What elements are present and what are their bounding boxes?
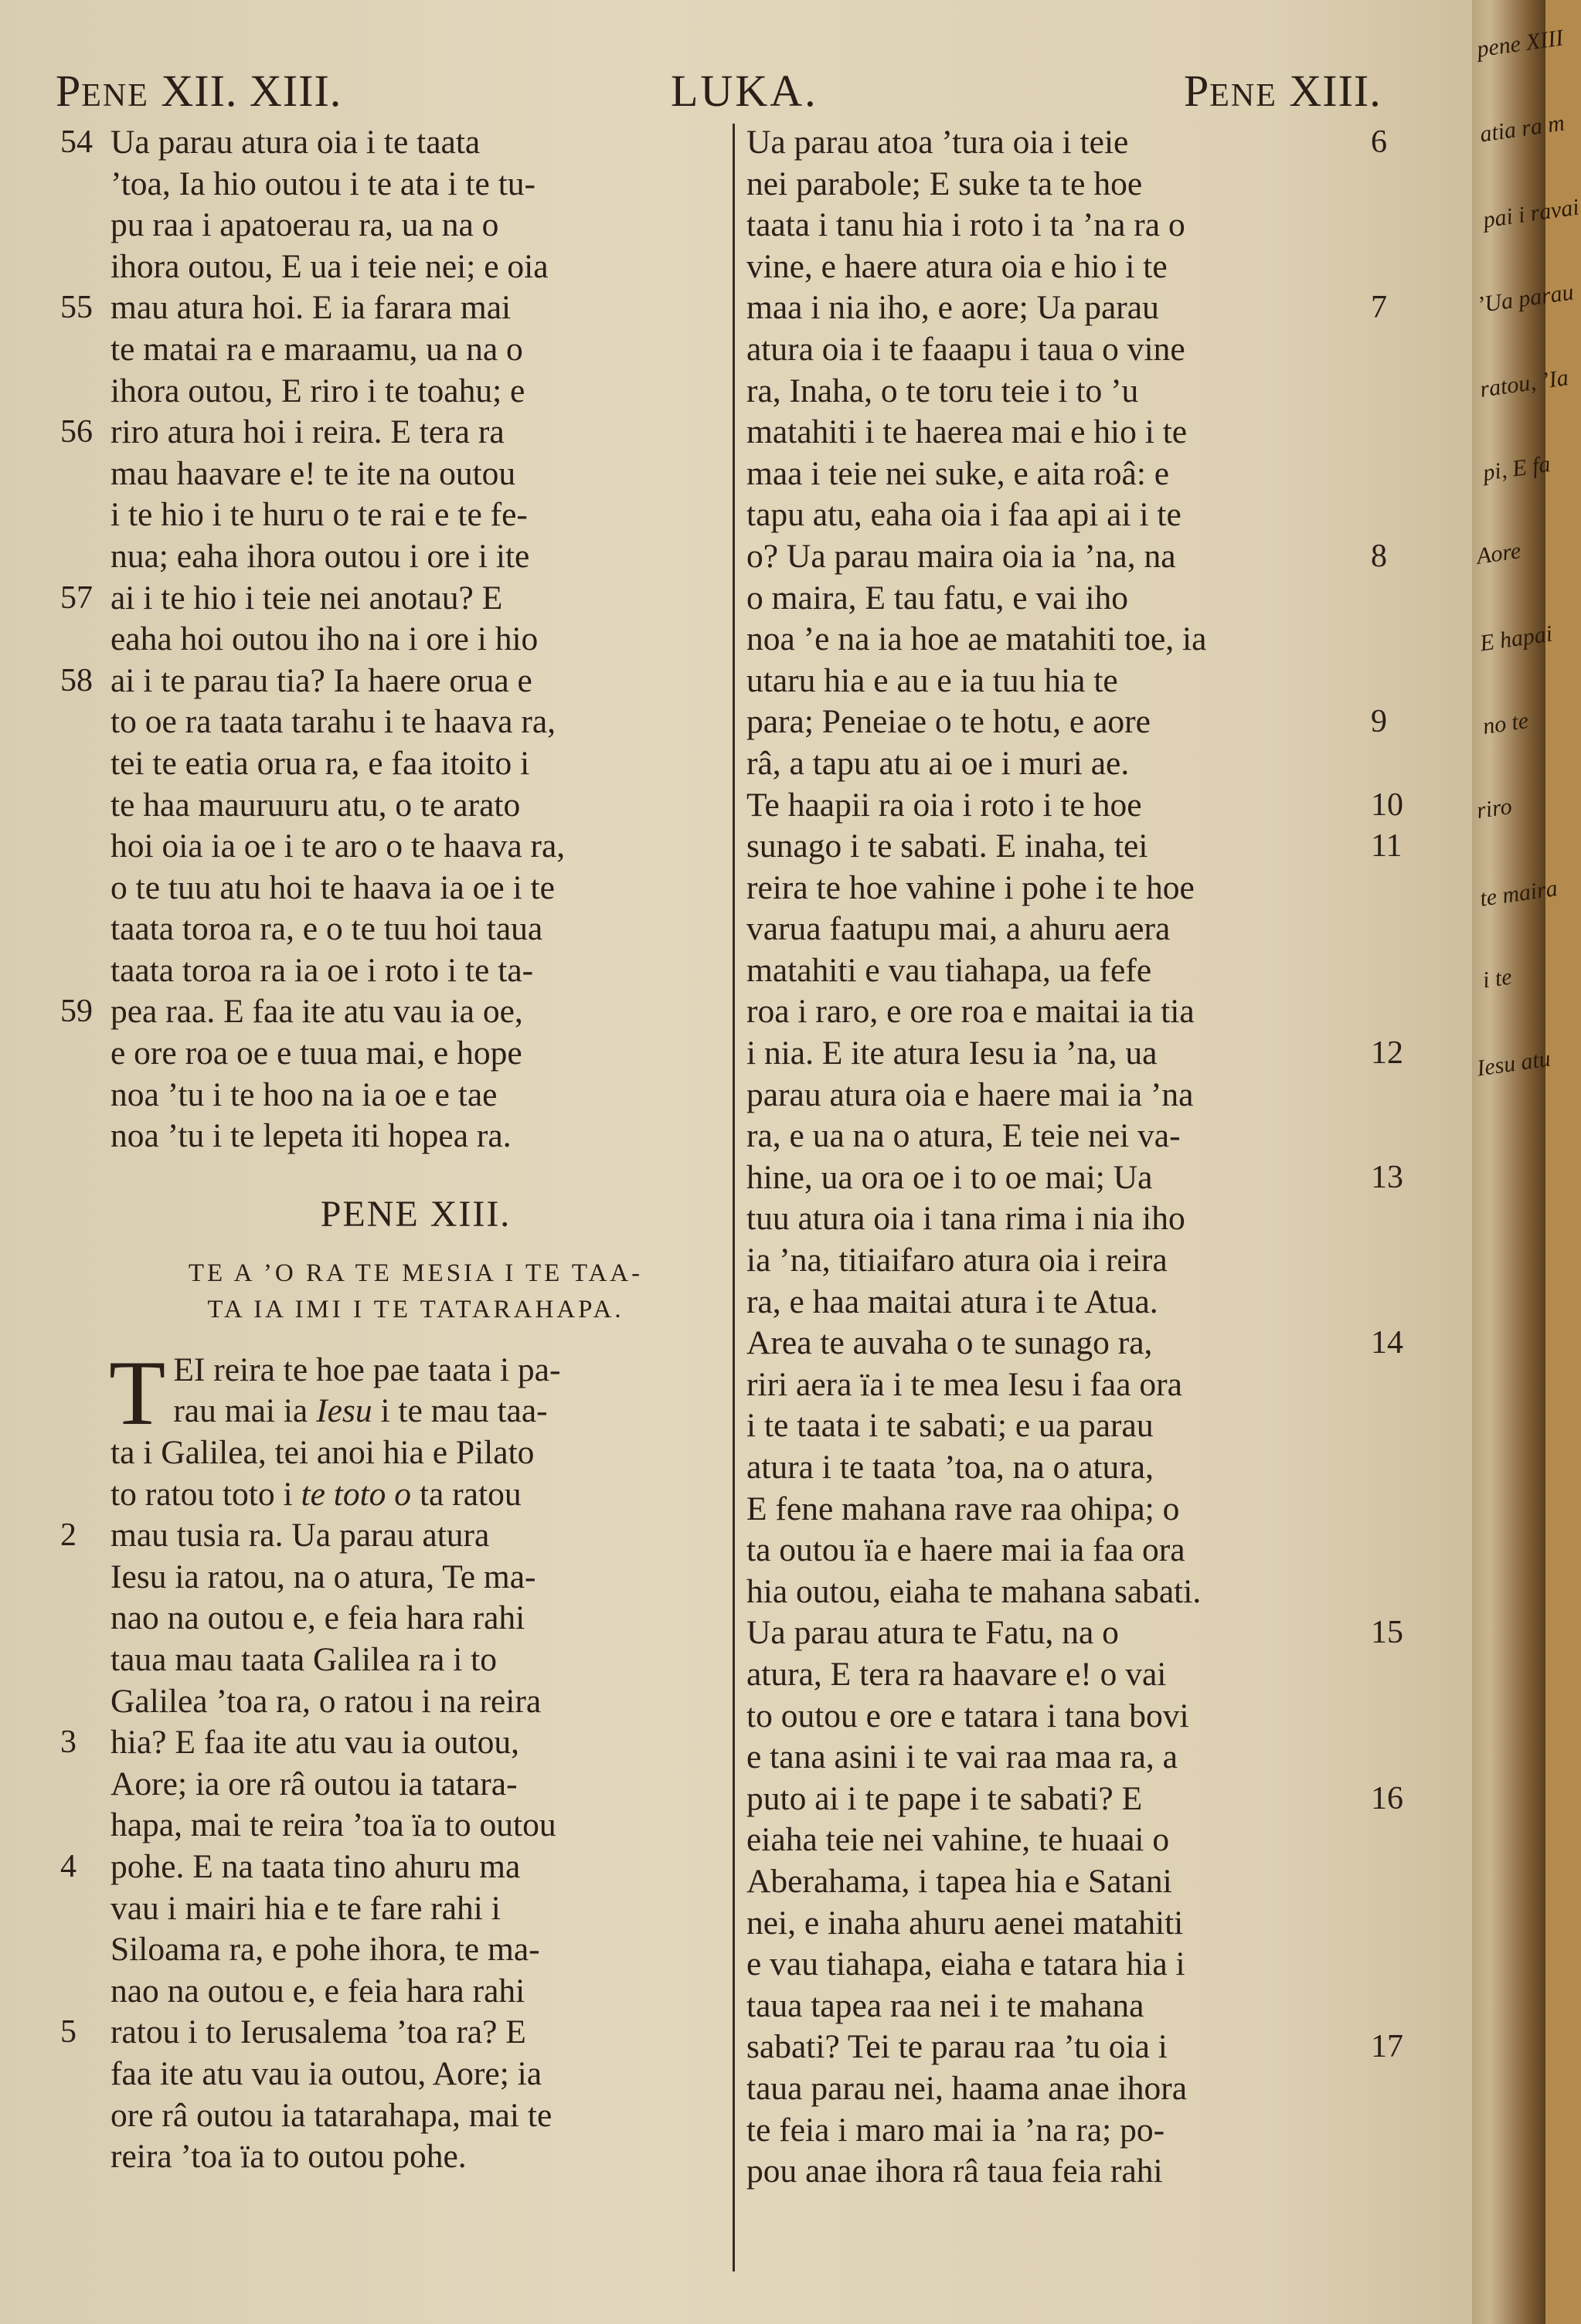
line-text: taua tapea raa nei i te mahana xyxy=(746,1986,1144,2024)
text-line xyxy=(746,1198,1349,1240)
line-text: to oe ra taata tarahu i te haava ra, xyxy=(110,703,556,741)
line-text: nao na outou e, e feia hara rahi xyxy=(110,1599,525,1637)
adjacent-page-text-fragment: ratou, ’Ia xyxy=(1478,365,1570,403)
line-text: ore râ outou ia tatarahapa, mai te xyxy=(110,2096,552,2134)
text-line xyxy=(110,909,721,950)
adjacent-page-text-fragment: ’Ua parau xyxy=(1475,279,1576,318)
text-line xyxy=(746,826,1402,868)
text-line xyxy=(110,536,721,578)
text-line xyxy=(746,909,1349,950)
text-line xyxy=(60,122,721,164)
line-text: faa ite atu vau ia outou, Aore; ia xyxy=(110,2054,542,2092)
text-line xyxy=(110,329,721,371)
line-text: Aore; ia ore râ outou ia tatara- xyxy=(110,1765,518,1802)
line-text: taata toroa ra ia oe i roto i te ta- xyxy=(110,951,534,989)
line-text: eaha hoi outou iho na i ore i hio xyxy=(110,620,539,658)
text-line xyxy=(746,1779,1403,1820)
text-line xyxy=(110,785,721,827)
line-text: Siloama ra, e pohe ihora, te ma- xyxy=(110,1931,540,1969)
text-line xyxy=(746,1530,1349,1571)
text-line xyxy=(746,1571,1349,1613)
line-text: nei parabole; E suke ta te hoe xyxy=(746,165,1143,202)
line-text: atura oia i te faaapu i taua o vine xyxy=(746,330,1185,368)
text-line xyxy=(746,1033,1403,1075)
line-text: e ore roa oe e tuua mai, e hope xyxy=(110,1035,522,1072)
text-line xyxy=(110,371,721,413)
text-line xyxy=(110,1598,721,1639)
verse-number: 54 xyxy=(60,124,93,160)
text-line xyxy=(60,578,721,620)
text-line: to ratou toto i te toto o ta ratou xyxy=(110,1475,522,1513)
line-text: râ, a tapu atu ai oe i muri ae. xyxy=(746,744,1130,782)
text-line xyxy=(746,702,1387,743)
chapter-summary-line-1: TE A ’O RA TE MESIA I TE TAA- xyxy=(188,1259,644,1287)
line-text: Ua parau atoa ’tura oia i teie xyxy=(746,124,1129,161)
text-line: rau mai ia Iesu i te mau taa- xyxy=(173,1392,548,1430)
line-text: ihora outou, E riro i te toahu; e xyxy=(110,372,525,409)
verse-number: 13 xyxy=(1371,1159,1403,1195)
line-text: tuu atura oia i tana rima i nia iho xyxy=(746,1200,1185,1238)
adjacent-page-text-fragment: te maira xyxy=(1478,875,1559,912)
line-text: mau atura hoi. E ia farara mai xyxy=(110,289,512,327)
line-text: tapu atu, eaha oia i faa api ai i te xyxy=(746,496,1182,534)
line-text: riri aera ïa i te mea Iesu i faa ora xyxy=(746,1365,1182,1403)
text-line xyxy=(746,1861,1349,1903)
line-text: reira ’toa ïa to outou pohe. xyxy=(110,2138,467,2176)
text-line xyxy=(746,2068,1349,2110)
adjacent-page-text-fragment: pi, E fa xyxy=(1481,451,1552,486)
line-text: ai i te hio i teie nei anotau? E xyxy=(110,579,503,617)
verse-number: 3 xyxy=(60,1724,76,1761)
line-text: pou anae ihora râ taua feia rahi xyxy=(746,2152,1163,2190)
text-line xyxy=(746,536,1387,578)
text-line xyxy=(110,1805,721,1847)
adjacent-page-text-fragment: pene XIII xyxy=(1475,25,1566,63)
line-text: o maira, E tau fatu, e vai iho xyxy=(746,579,1129,617)
line-text: te haa mauruuru atu, o te arato xyxy=(110,786,521,824)
line-text: E fene mahana rave raa ohipa; o xyxy=(746,1490,1180,1527)
text-line xyxy=(110,1075,721,1116)
text-line xyxy=(110,1971,721,2013)
line-text: ai i te parau tia? Ia haere orua e xyxy=(110,661,532,699)
line-text: Area te auvaha o te sunago ra, xyxy=(746,1324,1153,1362)
verse-number: 58 xyxy=(60,662,93,698)
line-text: hia? E faa ite atu vau ia outou, xyxy=(110,1724,520,1762)
line-text: noa ’tu i te hoo na ia oe e tae xyxy=(110,1075,498,1113)
text-line xyxy=(110,743,721,785)
line-text: pohe. E na taata tino ahuru ma xyxy=(110,1847,521,1885)
text-line xyxy=(746,991,1349,1033)
chapter-summary-line-2: TA IA IMI I TE TATARAHAPA. xyxy=(207,1295,624,1323)
line-text: parau atura oia e haere mai ia ’na xyxy=(746,1075,1194,1113)
right-text-column xyxy=(746,122,1403,2193)
verse-number: 6 xyxy=(1371,124,1387,160)
line-text: i te taata i te sabati; e ua parau xyxy=(746,1407,1154,1445)
line-text: Iesu ia ratou, na o atura, Te ma- xyxy=(110,1558,536,1595)
text-line xyxy=(110,1557,721,1599)
text-line xyxy=(60,1515,721,1557)
verse-number: 8 xyxy=(1371,538,1387,574)
text-line xyxy=(110,1639,721,1681)
adjacent-page-text-fragment: pai i ravai xyxy=(1481,194,1581,233)
line-text: riro atura hoi i reira. E tera ra xyxy=(110,413,505,451)
verse-number: 55 xyxy=(60,290,93,326)
text-line xyxy=(746,1323,1403,1364)
left-text-column xyxy=(60,122,721,2178)
adjacent-page-text-fragment: E hapai xyxy=(1478,620,1554,657)
line-text: para; Peneiae o te hotu, e aore xyxy=(746,703,1151,741)
line-text: o? Ua parau maira oia ia ’na, na xyxy=(746,537,1176,575)
text-line xyxy=(746,950,1349,992)
text-line xyxy=(60,287,721,329)
text-line xyxy=(60,991,721,1033)
line-text: vau i mairi hia e te fare rahi i xyxy=(110,1889,501,1927)
line-text: taua parau nei, haama anae ihora xyxy=(746,2069,1188,2107)
line-text: i nia. E ite atura Iesu ia ’na, ua xyxy=(746,1035,1158,1072)
verse-number: 7 xyxy=(1371,290,1387,326)
line-text: hapa, mai te reira ’toa ïa to outou xyxy=(110,1806,556,1844)
text-line xyxy=(746,412,1349,454)
verse-number: 59 xyxy=(60,994,93,1030)
line-text: maa i nia iho, e aore; Ua parau xyxy=(746,289,1159,327)
text-line xyxy=(110,1764,721,1806)
line-text: eiaha teie nei vahine, te huaai o xyxy=(746,1821,1170,1859)
line-text: nei, e inaha ahuru aenei matahiti xyxy=(746,1904,1184,1942)
line-text: Ua parau atura oia i te taata xyxy=(110,124,481,161)
text-line: ta i Galilea, tei anoi hia e Pilato xyxy=(110,1434,535,1472)
line-text: e vau tiahapa, eiaha e tatara hia i xyxy=(746,1945,1185,1983)
chapter-opening-paragraph xyxy=(109,1340,721,1515)
verse-number: 56 xyxy=(60,414,93,450)
line-text: noa ’e na ia hoe ae matahiti toe, ia xyxy=(746,620,1207,658)
running-header-book-title: LUKA. xyxy=(671,66,818,116)
text-line xyxy=(746,454,1349,495)
line-text: Ua parau atura te Fatu, na o xyxy=(746,1614,1119,1652)
text-line xyxy=(746,1157,1403,1199)
text-line xyxy=(746,578,1349,620)
verse-number: 12 xyxy=(1371,1035,1403,1072)
drop-cap: T xyxy=(109,1340,166,1444)
running-header-left: PENE XII. XIII. xyxy=(56,66,342,116)
text-line xyxy=(746,1075,1349,1116)
line-text: matahiti e vau tiahapa, ua fefe xyxy=(746,951,1152,989)
text-line xyxy=(746,1737,1349,1779)
text-line xyxy=(746,287,1387,329)
line-text: mau tusia ra. Ua parau atura xyxy=(110,1517,490,1554)
adjacent-page-text-fragment: Iesu atu xyxy=(1475,1045,1552,1082)
line-text: ta outou ïa e haere mai ia faa ora xyxy=(746,1531,1185,1569)
verse-number: 2 xyxy=(60,1517,76,1554)
line-text: reira te hoe vahine i pohe i te hoe xyxy=(746,868,1195,906)
text-line xyxy=(746,1696,1349,1738)
line-text: pea raa. E faa ite atu vau ia oe, xyxy=(110,993,523,1031)
text-line xyxy=(60,661,721,702)
verse-number: 57 xyxy=(60,579,93,616)
line-text: varua faatupu mai, a ahuru aera xyxy=(746,910,1171,948)
adjacent-page-text-fragment: no te xyxy=(1481,708,1531,739)
verse-number: 16 xyxy=(1371,1780,1403,1816)
line-text: ’toa, Ia hio outou i te ata i te tu- xyxy=(110,165,536,202)
text-line xyxy=(746,1240,1349,1282)
text-line xyxy=(746,1405,1349,1447)
chapter-heading: PENE XIII. xyxy=(320,1193,512,1235)
line-text: noa ’tu i te lepeta iti hopea ra. xyxy=(110,1117,512,1155)
text-line xyxy=(746,329,1349,371)
line-text: matahiti i te haerea mai e hio i te xyxy=(746,413,1188,451)
line-text: sabati? Tei te parau raa ’tu oia i xyxy=(746,2028,1168,2066)
line-text: ia ’na, titiaifaro atura oia i reira xyxy=(746,1242,1168,1279)
line-text: vine, e haere atura oia e hio i te xyxy=(746,247,1168,285)
text-line xyxy=(110,2136,721,2178)
line-text: ihora outou, E ua i teie nei; e oia xyxy=(110,247,549,285)
line-text: te feia i maro mai ia ’na ra; po- xyxy=(746,2111,1165,2149)
text-line xyxy=(746,1282,1349,1323)
line-text: hia outou, eiaha te mahana sabati. xyxy=(746,1572,1202,1610)
text-line xyxy=(746,1116,1349,1157)
text-line xyxy=(746,371,1349,413)
text-line xyxy=(110,2095,721,2137)
line-text: pu raa i apatoerau ra, ua na o xyxy=(110,206,499,244)
text-line xyxy=(746,2110,1349,2152)
text-line xyxy=(746,164,1349,206)
text-line xyxy=(110,205,721,246)
text-line xyxy=(60,2012,721,2054)
line-text: atura i te taata ’toa, na o atura, xyxy=(746,1449,1154,1486)
text-line xyxy=(110,1929,721,1971)
text-line xyxy=(746,785,1403,827)
line-text: sunago i te sabati. E inaha, tei xyxy=(746,827,1148,865)
verse-number: 11 xyxy=(1371,828,1402,865)
text-line xyxy=(746,494,1349,536)
text-line xyxy=(110,868,721,909)
adjacent-page-edge xyxy=(1472,0,1581,2324)
line-text: atura, E tera ra haavare e! o vai xyxy=(746,1655,1167,1693)
line-text: e tana asini i te vai raa maa ra, a xyxy=(746,1738,1178,1776)
text-line xyxy=(110,702,721,743)
text-line xyxy=(746,1489,1349,1531)
verse-number: 5 xyxy=(60,2014,76,2050)
line-text: utaru hia e au e ia tuu hia te xyxy=(746,661,1118,699)
text-line xyxy=(746,246,1349,288)
text-line xyxy=(60,1847,721,1888)
text-line xyxy=(746,1447,1349,1489)
text-line xyxy=(746,1819,1349,1861)
line-text: o te tuu atu hoi te haava ia oe i te xyxy=(110,868,555,906)
line-text: maa i teie nei suke, e aita roâ: e xyxy=(746,454,1170,492)
line-text: taata toroa ra, e o te tuu hoi taua xyxy=(110,910,543,948)
text-line xyxy=(110,1033,721,1075)
text-line xyxy=(746,205,1349,246)
line-text: ra, e ua na o atura, E teie nei va- xyxy=(746,1117,1181,1155)
line-text: ra, e haa maitai atura i te Atua. xyxy=(746,1283,1158,1320)
verse-number: 9 xyxy=(1371,704,1387,740)
text-line xyxy=(746,1903,1349,1945)
text-line xyxy=(746,1944,1349,1986)
line-text: nao na outou e, e feia hara rahi xyxy=(110,1972,525,2010)
text-line xyxy=(746,743,1349,785)
text-line xyxy=(746,2027,1403,2068)
text-line xyxy=(746,1986,1349,2027)
adjacent-page-text-fragment: i te xyxy=(1481,963,1514,994)
left-verses-after-opening xyxy=(60,1515,721,2178)
line-text: tei te eatia orua ra, e faa itoito i xyxy=(110,744,530,782)
text-line xyxy=(110,826,721,868)
verse-number: 10 xyxy=(1371,787,1403,823)
line-text: nua; eaha ihora outou i ore i ite xyxy=(110,537,530,575)
text-line xyxy=(110,494,721,536)
text-line xyxy=(110,1116,721,1157)
verse-number: 4 xyxy=(60,1848,76,1884)
adjacent-page-text-fragment: Aore xyxy=(1474,538,1523,569)
text-line xyxy=(110,164,721,206)
text-line xyxy=(110,950,721,992)
text-line xyxy=(746,868,1349,909)
text-line xyxy=(746,661,1349,702)
text-line xyxy=(746,1612,1403,1654)
right-verses xyxy=(746,122,1403,2193)
text-line xyxy=(60,1722,721,1764)
verse-number: 14 xyxy=(1371,1325,1403,1361)
line-text: Aberahama, i tapea hia e Satani xyxy=(746,1862,1172,1900)
line-text: hoi oia ia oe i te aro o te haava ra, xyxy=(110,827,566,865)
line-text: taata i tanu hia i roto i ta ’na ra o xyxy=(746,206,1185,244)
line-text: to outou e ore e tatara i tana bovi xyxy=(746,1697,1189,1735)
adjacent-page-text-fragment: atia ra m xyxy=(1478,110,1566,148)
column-divider xyxy=(733,124,735,2271)
verse-number: 15 xyxy=(1371,1615,1403,1651)
text-line xyxy=(746,2151,1349,2193)
line-text: mau haavare e! te ite na outou xyxy=(110,454,516,492)
line-text: te matai ra e maraamu, ua na o xyxy=(110,330,523,368)
text-line xyxy=(110,1681,721,1723)
line-text: i te hio i te huru o te rai e te fe- xyxy=(110,496,528,534)
line-text: taua mau taata Galilea ra i to xyxy=(110,1641,497,1678)
text-line: EI reira te hoe pae taata i pa- xyxy=(173,1351,561,1388)
adjacent-page-text-fragment: riro xyxy=(1474,793,1514,824)
line-text: Galilea ’toa ra, o ratou i na reira xyxy=(110,1682,542,1720)
line-text: puto ai i te pape i te sabati? E xyxy=(746,1779,1143,1817)
line-text: ra, Inaha, o te toru teie i to ’u xyxy=(746,372,1139,409)
line-text: roa i raro, e ore roa e maitai ia tia xyxy=(746,993,1195,1031)
text-line xyxy=(110,619,721,661)
running-header-right: PENE XIII. xyxy=(1184,66,1382,116)
text-line xyxy=(746,122,1387,164)
text-line xyxy=(110,246,721,288)
text-line xyxy=(746,1364,1349,1406)
text-line xyxy=(110,1888,721,1930)
left-verses-before-chapter xyxy=(60,122,721,1157)
text-line xyxy=(746,1654,1349,1696)
line-text: hine, ua ora oe i to oe mai; Ua xyxy=(746,1158,1153,1196)
text-line xyxy=(60,412,721,454)
line-text: ratou i to Ierusalema ’toa ra? E xyxy=(110,2013,526,2051)
text-line xyxy=(110,454,721,495)
verse-number: 17 xyxy=(1371,2029,1403,2065)
text-line xyxy=(110,2054,721,2095)
line-text: Te haapii ra oia i roto i te hoe xyxy=(746,786,1142,824)
text-line xyxy=(746,619,1349,661)
